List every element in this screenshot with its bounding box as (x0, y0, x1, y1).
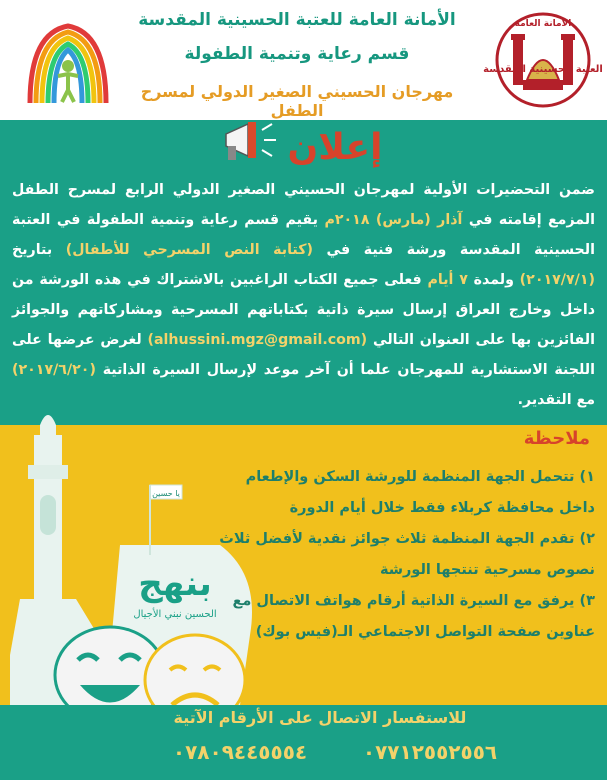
header-band (0, 0, 607, 120)
note-item: ١) تتحمل الجهة المنظمة للورشة السكن والإطعام داخل محافظة كربلاء فقط خلال أيام الدورة (245, 469, 595, 516)
header-festival: مهرجان الحسيني الصغير الدولي لمسرح الطفل (140, 82, 454, 120)
shrine-logo-icon (483, 10, 603, 110)
child-festival-logo-icon (18, 18, 118, 108)
header-department: قسم رعاية وتنمية الطفولة (184, 44, 410, 64)
announcement-body (12, 175, 595, 415)
note-item: ٢) تقدم الجهة المنظمة ثلاث جوائز نقدية لأفضل ثلاث نصوص مسرحية تنتجها الورشة (219, 531, 595, 578)
announcement-title-text: إعلان (287, 127, 383, 168)
body-text-6: لغرض عرضها على اللجنة الاستشارية للمهرجان علما أن آخر موعد لإرسال السيرة الذاتية (12, 332, 595, 378)
workshop-duration: ٧ أيام (427, 272, 468, 288)
workshop-start-date: (٢٠١٧/٧/١) (519, 272, 595, 288)
logo-arc-text: الأمانة العامة (514, 19, 572, 29)
body-text-7: مع التقدير. (517, 392, 595, 408)
body-text-1: ضمن التحضيرات الأولية لمهرجان الحسيني الصغير الدولي الرابع لمسرح الطفل المزمع إقامته في (12, 182, 595, 228)
notes-list (215, 462, 595, 648)
logo-text: العتبة الحسينية المقدسة (483, 64, 603, 75)
festival-date: آذار (مارس) ٢٠١٨م (324, 212, 463, 228)
announcement-title (270, 122, 400, 174)
brand-subtitle: الحسين نبني الأجيال (133, 609, 217, 620)
notes-title: ملاحظة (523, 428, 590, 449)
contact-title: للاستفسار الاتصال على الأرقام الآتية (173, 708, 467, 727)
header-org-title: الأمانة العامة للعتبة الحسينية المقدسة (138, 10, 456, 30)
contact-email[interactable]: (alhussini.mgz@gmail.com) (147, 332, 368, 348)
note-item: ٣) يرفق مع السيرة الذاتية أرقام هواتف الاتصال مع عناوين صفحة التواصل الاجتماعي الـ(فيس بوك) (232, 593, 595, 640)
body-text-3: بتاريخ (12, 242, 53, 258)
deadline-date: (٢٠١٧/٦/٢٠) (12, 362, 96, 378)
body-text-4: ولمدة (473, 272, 514, 288)
phone-number-1[interactable]: ٠٧٨٠٩٤٤٥٥٥٤ (172, 740, 308, 764)
workshop-topic: (كتابة النص المسرحي للأطفال) (65, 242, 313, 258)
flag-text: يا حسين (152, 489, 180, 498)
body-text-5: فعلى جميع الكتاب الراغبين بالاشتراك في هذه الورشة من داخل وخارج العراق إرسال سيرة ذاتية بكتاباتهم المسرحية ومشاركاتهم والجوائز الفائزين بها على العنوان التالي (12, 272, 595, 348)
body-text-2: يقيم قسم رعاية وتنمية الطفولة في العتبة الحسينية المقدسة ورشة فنية في (12, 212, 595, 258)
phone-number-2[interactable]: ٠٧٧١٢٥٥٢٥٥٦ (362, 740, 498, 764)
brand-title: بنهج (138, 564, 212, 604)
